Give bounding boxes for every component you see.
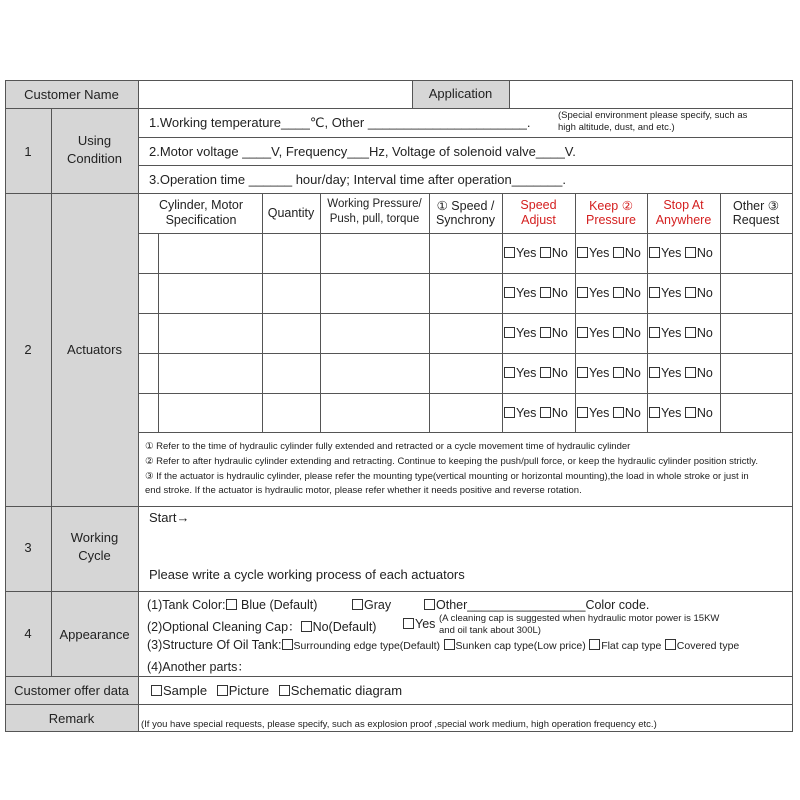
rule [138, 80, 139, 732]
rule [51, 108, 52, 676]
rule [138, 432, 792, 433]
no-label: No [696, 246, 713, 260]
yes-label: Yes [516, 246, 537, 260]
yes-label: Yes [589, 326, 610, 340]
no-label: No [624, 366, 641, 380]
yes-checkbox[interactable] [577, 287, 588, 298]
rule [138, 165, 792, 166]
remark-label: Remark [48, 711, 95, 726]
actuator-input-cell[interactable] [322, 355, 427, 391]
yes-no-option [649, 366, 713, 380]
yes-label: Yes [661, 286, 682, 300]
no-checkbox[interactable] [685, 407, 696, 418]
actuator-input-cell[interactable] [322, 275, 427, 311]
column-header-label: Specification [165, 213, 237, 227]
section-number: 2 [24, 342, 32, 357]
cycle-instruction: Please write a cycle working process of each actuators [149, 567, 465, 582]
yes-no-option [577, 246, 641, 260]
actuator-input-cell[interactable] [160, 355, 260, 391]
rule [138, 233, 792, 234]
column-header-label: Stop At [663, 198, 704, 212]
working-cycle-label: Cycle [78, 548, 111, 563]
surrounding-option: Surrounding edge type(Default) [293, 640, 441, 652]
yes-label: Yes [516, 286, 537, 300]
yes-label: Yes [661, 246, 682, 260]
yes-no-option [504, 326, 568, 340]
yes-checkbox[interactable] [504, 367, 515, 378]
working-cycle-label: Working [70, 530, 119, 545]
actuator-input-cell[interactable] [722, 275, 790, 311]
yes-label: Yes [661, 326, 682, 340]
yes-checkbox[interactable] [577, 327, 588, 338]
column-header-label: Speed [520, 198, 557, 212]
yes-no-option [577, 406, 641, 420]
actuator-input-cell[interactable] [431, 235, 500, 271]
cleaning-cap-label: (2)Optional Cleaning Cap： [147, 620, 301, 634]
no-label: No [624, 286, 641, 300]
flat-checkbox[interactable] [589, 639, 600, 650]
yes-checkbox[interactable] [649, 327, 660, 338]
column-header-label: Working Pressure/ [327, 198, 422, 210]
actuator-input-cell[interactable] [722, 315, 790, 351]
column-header-label: Quantity [267, 206, 315, 220]
rule [502, 193, 503, 432]
other-color-row [424, 598, 649, 612]
rule [792, 80, 793, 732]
no-checkbox[interactable] [685, 287, 696, 298]
offer-options-row [151, 683, 402, 698]
no-label: No [551, 366, 568, 380]
yes-checkbox[interactable] [649, 247, 660, 258]
another-parts-label: (4)Another parts： [147, 660, 250, 674]
yes-no-option [577, 326, 641, 340]
actuator-input-cell[interactable] [160, 235, 260, 271]
rule [138, 137, 792, 138]
cycle-start-label: Start→ [149, 510, 190, 525]
column-header-label: Push, pull, torque [329, 213, 420, 225]
special-environment-note: (Special environment please specify, such as [558, 110, 748, 121]
application-label: Application [428, 86, 493, 101]
working-cycle-input[interactable] [145, 528, 785, 564]
surrounding-checkbox[interactable] [282, 639, 293, 650]
rule [5, 704, 792, 705]
rule [5, 731, 792, 732]
yes-no-option [577, 286, 641, 300]
schematic-checkbox[interactable] [279, 685, 290, 696]
no-checkbox[interactable] [540, 367, 551, 378]
cleaning-cap-note: (A cleaning cap is suggested when hydraulic motor power is 15KW [439, 613, 720, 624]
no-label: No [624, 326, 641, 340]
column-header-label: Other ③ [733, 199, 779, 213]
no-default-checkbox[interactable] [301, 621, 312, 632]
no-checkbox[interactable] [613, 247, 624, 258]
actuator-input-cell[interactable] [264, 315, 318, 351]
rule [138, 353, 792, 354]
yes-checkbox[interactable] [504, 247, 515, 258]
no-checkbox[interactable] [540, 327, 551, 338]
cap-yes-row [403, 617, 435, 631]
gray-checkbox[interactable] [352, 599, 363, 610]
yes-no-option [504, 366, 568, 380]
no-checkbox[interactable] [685, 327, 696, 338]
yes-no-option [649, 246, 713, 260]
covered-option: Covered type [676, 640, 740, 652]
covered-checkbox[interactable] [665, 639, 676, 650]
cap-yes-option: Yes [415, 617, 436, 631]
footnote: end stroke. If the actuator is hydraulic motor, please refer whether it needs positive and reverse rotation. [145, 485, 582, 496]
application-input[interactable] [511, 82, 790, 106]
rule [138, 393, 792, 394]
column-header-label: Adjust [521, 213, 556, 227]
yes-checkbox[interactable] [504, 407, 515, 418]
rule [5, 506, 792, 507]
operation-time-line[interactable]: 3.Operation time ______ hour/day; Interval time after operation_______. [149, 172, 566, 187]
actuator-input-cell[interactable] [322, 315, 427, 351]
special-environment-note: high altitude, dust, and etc.) [558, 122, 675, 133]
sunken-checkbox[interactable] [444, 639, 455, 650]
blue-checkbox[interactable] [226, 599, 237, 610]
cap-yes-checkbox[interactable] [403, 618, 414, 629]
actuator-input-cell[interactable] [431, 395, 500, 431]
no-label: No [696, 326, 713, 340]
yes-label: Yes [589, 406, 610, 420]
yes-checkbox[interactable] [649, 287, 660, 298]
actuator-input-cell[interactable] [264, 355, 318, 391]
appearance-label: Appearance [59, 627, 130, 642]
section-number: 1 [24, 144, 32, 159]
no-checkbox[interactable] [613, 407, 624, 418]
column-header-label: Keep ② [589, 199, 633, 213]
yes-no-option [504, 246, 568, 260]
sunken-option: Sunken cap type(Low price) [455, 640, 586, 652]
yes-no-option [649, 406, 713, 420]
actuator-input-cell[interactable] [160, 275, 260, 311]
rule [158, 233, 159, 432]
rule [5, 108, 792, 109]
rule [320, 193, 321, 432]
yes-no-option [649, 326, 713, 340]
yes-no-option [577, 366, 641, 380]
actuator-input-cell[interactable] [264, 235, 318, 271]
yes-checkbox[interactable] [649, 367, 660, 378]
yes-label: Yes [516, 326, 537, 340]
working-temperature-line[interactable]: 1.Working temperature____℃, Other ______________________. [149, 115, 531, 130]
no-checkbox[interactable] [540, 407, 551, 418]
cleaning-cap-row [147, 617, 376, 635]
remark-note[interactable]: (If you have special requests, please specify, such as explosion proof ,special work medium, high operation frequency etc.) [141, 719, 657, 730]
no-label: No [551, 246, 568, 260]
column-header-label: Request [732, 213, 780, 227]
no-checkbox[interactable] [613, 327, 624, 338]
yes-no-option [504, 286, 568, 300]
yes-no-option [649, 286, 713, 300]
actuator-input-cell[interactable] [160, 395, 260, 431]
actuator-input-cell[interactable] [264, 275, 318, 311]
column-header-label: Anywhere [655, 213, 712, 227]
picture-checkbox[interactable] [217, 685, 228, 696]
rule [429, 193, 430, 432]
column-header-label: Cylinder, Motor [158, 198, 244, 212]
flat-option: Flat cap type [601, 640, 662, 652]
actuator-input-cell[interactable] [431, 315, 500, 351]
actuator-input-cell[interactable] [431, 355, 500, 391]
other-color-checkbox[interactable] [424, 599, 435, 610]
tank-color-label: (1)Tank Color: [147, 598, 226, 612]
rule [5, 591, 792, 592]
yes-checkbox[interactable] [577, 367, 588, 378]
customer-name-label: Customer Name [24, 87, 119, 102]
no-checkbox[interactable] [540, 287, 551, 298]
cleaning-cap-note: and oil tank about 300L) [439, 625, 541, 636]
customer-name-input[interactable] [140, 82, 410, 106]
gray-option: Gray [364, 598, 392, 612]
no-label: No [551, 286, 568, 300]
blue-option: Blue (Default) [240, 598, 318, 612]
yes-checkbox[interactable] [577, 407, 588, 418]
actuator-input-cell[interactable] [722, 235, 790, 271]
sample-option: Sample [163, 683, 208, 698]
yes-checkbox[interactable] [504, 287, 515, 298]
sample-checkbox[interactable] [151, 685, 162, 696]
actuator-input-cell[interactable] [722, 355, 790, 391]
motor-voltage-line[interactable]: 2.Motor voltage ____V, Frequency___Hz, Voltage of solenoid valve____V. [149, 144, 576, 159]
yes-no-option [504, 406, 568, 420]
other-color-option: Other_________________Color code. [436, 598, 650, 612]
rule [5, 80, 792, 81]
yes-label: Yes [661, 366, 682, 380]
yes-checkbox[interactable] [649, 407, 660, 418]
using-condition-label: Condition [67, 151, 122, 166]
rule [647, 193, 648, 432]
oil-tank-structure-row [147, 638, 739, 652]
rule [138, 313, 792, 314]
yes-label: Yes [516, 406, 537, 420]
no-label: No [696, 366, 713, 380]
schematic-option: Schematic diagram [290, 683, 403, 698]
no-checkbox[interactable] [613, 287, 624, 298]
no-checkbox[interactable] [685, 367, 696, 378]
no-checkbox[interactable] [685, 247, 696, 258]
actuator-input-cell[interactable] [160, 315, 260, 351]
rule [262, 193, 263, 432]
yes-label: Yes [661, 406, 682, 420]
footnote: ① Refer to the time of hydraulic cylinder fully extended and retracted or a cycle movement time of hydraulic cylinder [145, 441, 631, 452]
yes-checkbox[interactable] [577, 247, 588, 258]
actuator-input-cell[interactable] [722, 395, 790, 431]
rule [575, 193, 576, 432]
no-checkbox[interactable] [613, 367, 624, 378]
yes-checkbox[interactable] [504, 327, 515, 338]
actuator-input-cell[interactable] [322, 235, 427, 271]
tank-color-row [147, 598, 317, 612]
no-label: No [551, 326, 568, 340]
yes-label: Yes [589, 286, 610, 300]
rule [509, 80, 510, 108]
no-label: No [696, 406, 713, 420]
gray-option-row [352, 598, 391, 612]
actuators-label: Actuators [67, 342, 122, 357]
picture-option: Picture [228, 683, 270, 698]
rule [720, 193, 721, 432]
footnote: ③ If the actuator is hydraulic cylinder, please refer the mounting type(vertical mounting or horizontal mounting),the load in whole stroke or just in [145, 471, 749, 482]
yes-label: Yes [589, 246, 610, 260]
column-header-label: Pressure [585, 213, 637, 227]
customer-offer-label: Customer offer data [14, 683, 129, 698]
rule [5, 193, 792, 194]
column-header-label: Synchrony [435, 213, 496, 227]
no-label: No [696, 286, 713, 300]
yes-label: Yes [516, 366, 537, 380]
actuator-input-cell[interactable] [264, 395, 318, 431]
no-label: No [624, 406, 641, 420]
rule [138, 273, 792, 274]
section-number: 4 [24, 626, 32, 641]
rule [5, 676, 792, 677]
using-condition-label: Using [77, 133, 112, 148]
section-number: 3 [24, 540, 32, 555]
yes-label: Yes [589, 366, 610, 380]
no-label: No [551, 406, 568, 420]
no-checkbox[interactable] [540, 247, 551, 258]
footnote: ② Refer to after hydraulic cylinder extending and retracting. Continue to keeping the push/pull force, or keep the hydraulic cylinder position strictly. [145, 456, 758, 467]
oil-tank-structure-label: (3)Structure Of Oil Tank: [147, 638, 282, 652]
no-label: No [624, 246, 641, 260]
no-default-option: No(Default) [312, 620, 377, 634]
actuator-input-cell[interactable] [431, 275, 500, 311]
column-header-label: ① Speed / [436, 199, 495, 213]
actuator-input-cell[interactable] [322, 395, 427, 431]
